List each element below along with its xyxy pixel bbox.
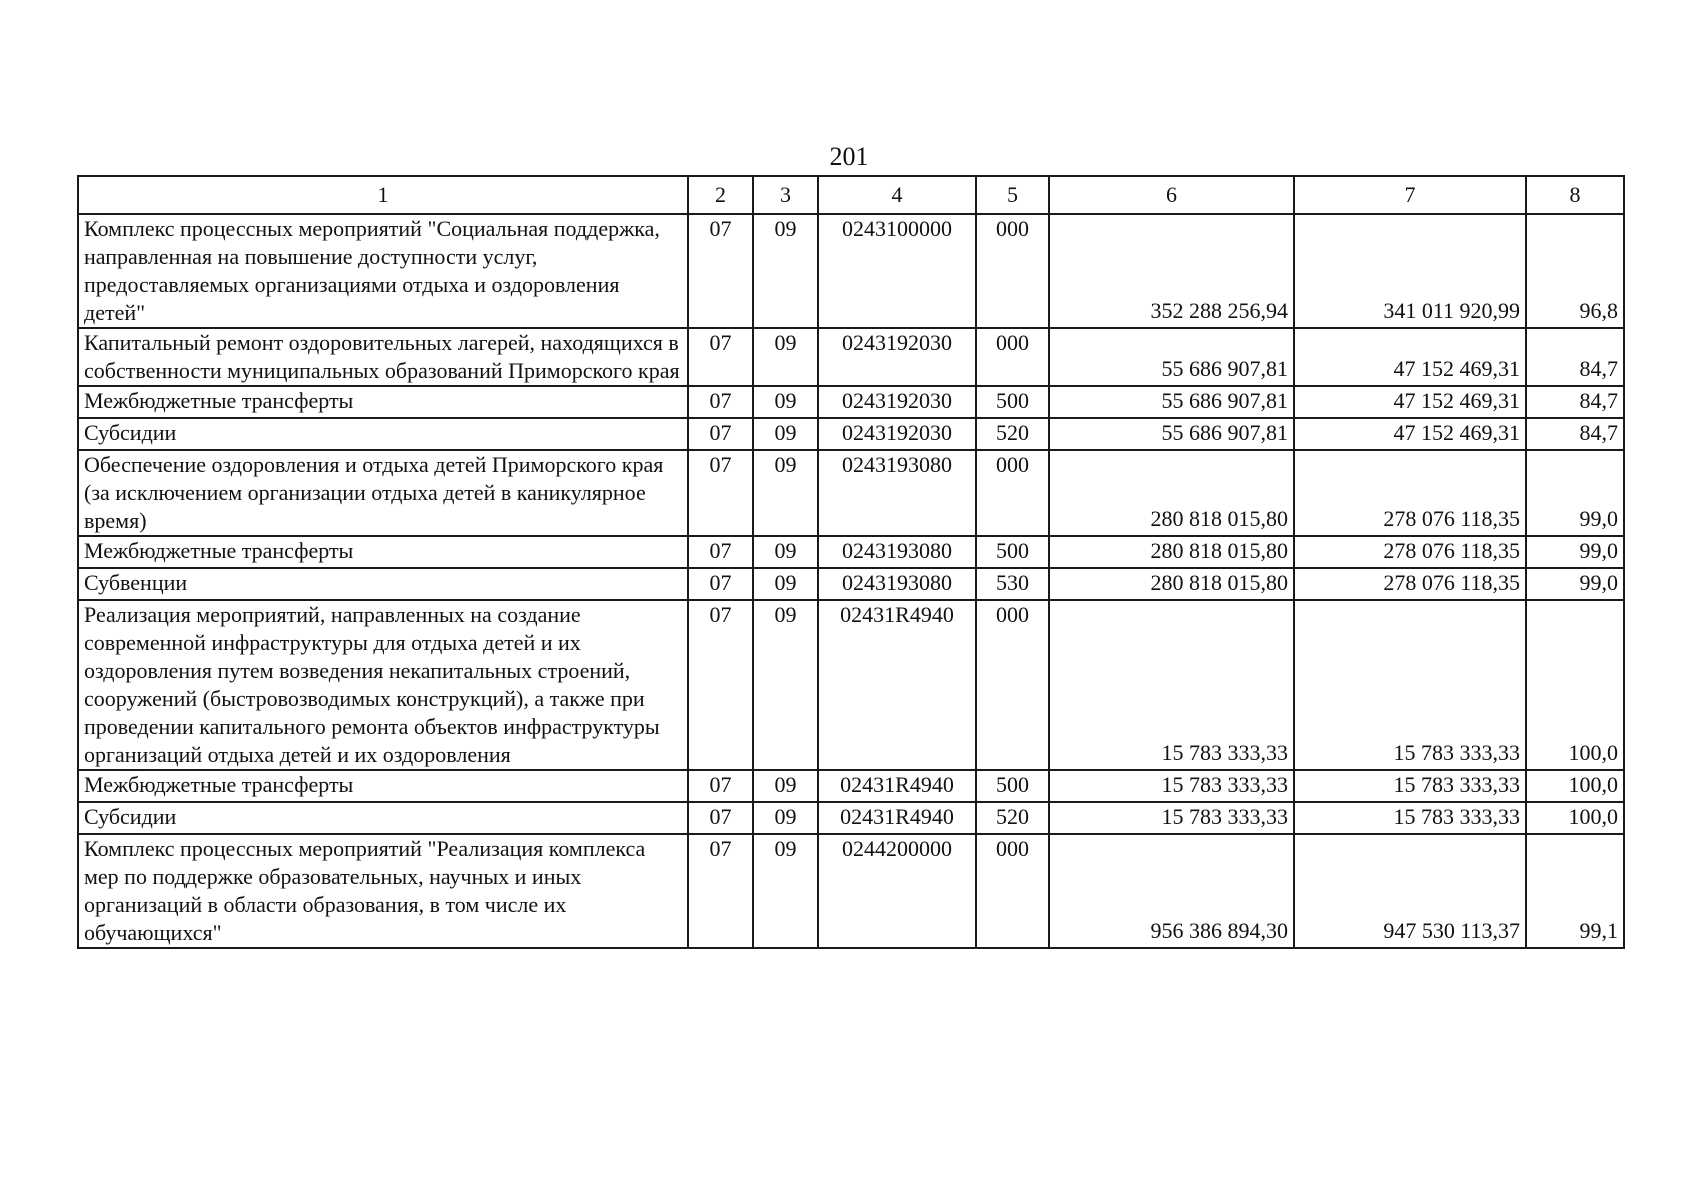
execution-percent: 84,7 <box>1526 418 1624 450</box>
table-row <box>78 600 1624 770</box>
executed-amount: 15 783 333,33 <box>1294 802 1526 834</box>
expense-type-code: 500 <box>976 386 1049 418</box>
executed-amount: 278 076 118,35 <box>1294 568 1526 600</box>
target-article-code: 0243192030 <box>818 386 976 418</box>
page-number: 201 <box>829 142 869 171</box>
planned-amount: 15 783 333,33 <box>1049 600 1294 770</box>
column-header: 4 <box>818 176 976 214</box>
table-row <box>78 214 1624 328</box>
executed-amount: 47 152 469,31 <box>1294 418 1526 450</box>
row-name: Реализация мероприятий, направленных на создание современной инфраструктуры для отдыха детей и их оздоровления путем возведения некапитальных строений, сооружений (быстровозводимых конструкций), а также при проведении капитального ремонта объектов инфраструктуры организаций отдыха детей и их оздоровления <box>78 600 688 770</box>
target-article-code: 02431R4940 <box>818 770 976 802</box>
subsection-code: 09 <box>753 536 818 568</box>
subsection-code: 09 <box>753 418 818 450</box>
target-article-code: 0243193080 <box>818 568 976 600</box>
column-header: 1 <box>78 176 688 214</box>
row-name: Межбюджетные трансферты <box>78 536 688 568</box>
executed-amount: 47 152 469,31 <box>1294 386 1526 418</box>
executed-amount: 278 076 118,35 <box>1294 450 1526 536</box>
target-article-code: 0243100000 <box>818 214 976 328</box>
expense-type-code: 000 <box>976 328 1049 386</box>
table-row <box>78 536 1624 568</box>
subsection-code: 09 <box>753 600 818 770</box>
table-header-row <box>78 176 1624 214</box>
target-article-code: 0243192030 <box>818 328 976 386</box>
execution-percent: 99,0 <box>1526 450 1624 536</box>
table-row <box>78 834 1624 948</box>
column-header: 7 <box>1294 176 1526 214</box>
subsection-code: 09 <box>753 568 818 600</box>
section-code: 07 <box>688 418 753 450</box>
target-article-code: 0243193080 <box>818 536 976 568</box>
planned-amount: 55 686 907,81 <box>1049 328 1294 386</box>
row-name: Комплекс процессных мероприятий "Реализация комплекса мер по поддержке образовательных, научных и иных организаций в области образования, в том числе их обучающихся" <box>78 834 688 948</box>
target-article-code: 02431R4940 <box>818 600 976 770</box>
target-article-code: 0243192030 <box>818 418 976 450</box>
expense-type-code: 520 <box>976 418 1049 450</box>
section-code: 07 <box>688 450 753 536</box>
subsection-code: 09 <box>753 802 818 834</box>
table-row <box>78 328 1624 386</box>
target-article-code: 02431R4940 <box>818 802 976 834</box>
execution-percent: 100,0 <box>1526 770 1624 802</box>
row-name: Субвенции <box>78 568 688 600</box>
expense-type-code: 000 <box>976 834 1049 948</box>
column-header: 3 <box>753 176 818 214</box>
table-row <box>78 386 1624 418</box>
expense-type-code: 500 <box>976 770 1049 802</box>
planned-amount: 280 818 015,80 <box>1049 536 1294 568</box>
subsection-code: 09 <box>753 770 818 802</box>
executed-amount: 278 076 118,35 <box>1294 536 1526 568</box>
row-name: Комплекс процессных мероприятий "Социальная поддержка, направленная на повышение доступности услуг, предоставляемых организациями отдыха и оздоровления детей" <box>78 214 688 328</box>
section-code: 07 <box>688 214 753 328</box>
execution-percent: 84,7 <box>1526 386 1624 418</box>
execution-percent: 96,8 <box>1526 214 1624 328</box>
section-code: 07 <box>688 386 753 418</box>
table-row <box>78 450 1624 536</box>
column-header: 6 <box>1049 176 1294 214</box>
expense-type-code: 520 <box>976 802 1049 834</box>
column-header: 5 <box>976 176 1049 214</box>
expense-type-code: 000 <box>976 450 1049 536</box>
row-name: Межбюджетные трансферты <box>78 770 688 802</box>
execution-percent: 100,0 <box>1526 802 1624 834</box>
execution-percent: 100,0 <box>1526 600 1624 770</box>
table-row <box>78 418 1624 450</box>
row-name: Капитальный ремонт оздоровительных лагерей, находящихся в собственности муниципальных образований Приморского края <box>78 328 688 386</box>
target-article-code: 0244200000 <box>818 834 976 948</box>
budget-table <box>77 175 1625 949</box>
executed-amount: 341 011 920,99 <box>1294 214 1526 328</box>
executed-amount: 947 530 113,37 <box>1294 834 1526 948</box>
section-code: 07 <box>688 600 753 770</box>
section-code: 07 <box>688 568 753 600</box>
planned-amount: 956 386 894,30 <box>1049 834 1294 948</box>
execution-percent: 99,1 <box>1526 834 1624 948</box>
section-code: 07 <box>688 834 753 948</box>
expense-type-code: 530 <box>976 568 1049 600</box>
row-name: Субсидии <box>78 802 688 834</box>
section-code: 07 <box>688 802 753 834</box>
table-row <box>78 568 1624 600</box>
execution-percent: 99,0 <box>1526 536 1624 568</box>
executed-amount: 47 152 469,31 <box>1294 328 1526 386</box>
executed-amount: 15 783 333,33 <box>1294 600 1526 770</box>
subsection-code: 09 <box>753 328 818 386</box>
column-header: 8 <box>1526 176 1624 214</box>
subsection-code: 09 <box>753 834 818 948</box>
execution-percent: 84,7 <box>1526 328 1624 386</box>
section-code: 07 <box>688 328 753 386</box>
section-code: 07 <box>688 536 753 568</box>
target-article-code: 0243193080 <box>818 450 976 536</box>
table-row <box>78 802 1624 834</box>
execution-percent: 99,0 <box>1526 568 1624 600</box>
expense-type-code: 000 <box>976 214 1049 328</box>
table-row <box>78 770 1624 802</box>
planned-amount: 15 783 333,33 <box>1049 802 1294 834</box>
row-name: Обеспечение оздоровления и отдыха детей Приморского края (за исключением организации отдыха детей в каникулярное время) <box>78 450 688 536</box>
executed-amount: 15 783 333,33 <box>1294 770 1526 802</box>
planned-amount: 55 686 907,81 <box>1049 418 1294 450</box>
row-name: Субсидии <box>78 418 688 450</box>
subsection-code: 09 <box>753 214 818 328</box>
planned-amount: 280 818 015,80 <box>1049 450 1294 536</box>
section-code: 07 <box>688 770 753 802</box>
expense-type-code: 500 <box>976 536 1049 568</box>
column-header: 2 <box>688 176 753 214</box>
planned-amount: 352 288 256,94 <box>1049 214 1294 328</box>
planned-amount: 55 686 907,81 <box>1049 386 1294 418</box>
row-name: Межбюджетные трансферты <box>78 386 688 418</box>
planned-amount: 280 818 015,80 <box>1049 568 1294 600</box>
planned-amount: 15 783 333,33 <box>1049 770 1294 802</box>
subsection-code: 09 <box>753 450 818 536</box>
subsection-code: 09 <box>753 386 818 418</box>
expense-type-code: 000 <box>976 600 1049 770</box>
